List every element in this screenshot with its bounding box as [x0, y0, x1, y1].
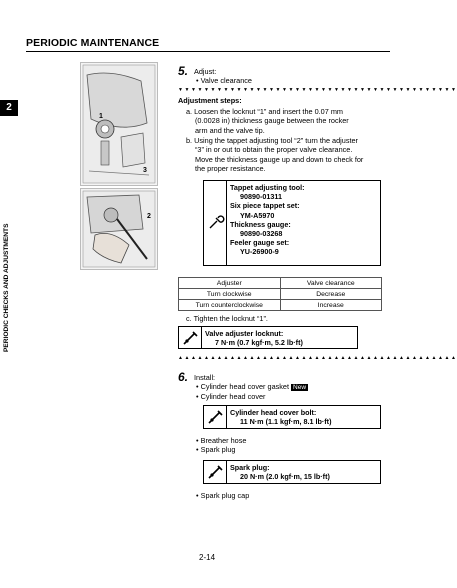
- tool-1-number: 90890-01311: [240, 192, 282, 202]
- cover-bolt-torque-text: [230, 408, 377, 426]
- spark-plug-title: Spark plug:: [230, 463, 270, 472]
- table-header-cell: Adjuster: [179, 278, 281, 289]
- step-5-a-line3: arm and the valve tip.: [195, 125, 265, 135]
- step-5-bullet: • Valve clearance: [196, 76, 252, 85]
- figure-valve-adjust-1: [80, 62, 158, 186]
- locknut-torque-value: 7 N·m (0.7 kgf·m, 5.2 lb·ft): [215, 338, 303, 348]
- list-item: • Spark plug: [196, 445, 236, 455]
- step-5-b-line2: “3” in or out to obtain the proper valve clearance.: [195, 145, 353, 155]
- tool-3-name: Thickness gauge:: [230, 219, 291, 229]
- step-6-bullets-2: [196, 436, 246, 455]
- callout-2: 2: [147, 213, 151, 220]
- tool-4-name: Feeler gauge set:: [230, 238, 290, 248]
- cover-bolt-title: Cylinder head cover bolt:: [230, 408, 317, 417]
- step-6-title: Install:: [194, 373, 216, 382]
- step-5-b: [186, 136, 386, 173]
- down-triangle-marker-icon: ▼▼▼▼▼▼▼▼▼▼▼▼▼▼▼▼▼▼▼▼▼▼▼▼▼▼▼▼▼▼▼▼▼▼▼▼▼▼▼▼▼▼▼: [178, 87, 457, 93]
- step-5-c: c. Tighten the locknut “1”.: [186, 314, 268, 323]
- figure-valve-adjust-2: [80, 188, 158, 270]
- step-6-bullets-1: [196, 382, 308, 402]
- table-cell: Turn clockwise: [179, 289, 281, 300]
- spark-plug-torque-box: [203, 460, 381, 484]
- spark-plug-torque-text: [230, 463, 377, 481]
- engine-illustration-2: [81, 189, 157, 269]
- cover-bolt-torque-value: 11 N·m (1.1 kgf·m, 8.1 lb·ft): [240, 417, 332, 427]
- table-cell: Increase: [280, 300, 382, 311]
- step-5-b-line1: b. Using the tappet adjusting tool “2” turn the adjuster: [186, 136, 358, 145]
- step-5-a: [186, 107, 380, 135]
- torque-wrench-icon: [204, 461, 227, 483]
- locknut-title: Valve adjuster locknut:: [205, 329, 284, 338]
- torque-wrench-icon: [204, 406, 227, 428]
- special-tools-text: [230, 183, 377, 257]
- page-number: 2-14: [199, 553, 216, 562]
- new-badge: New: [293, 384, 307, 391]
- step-6-bullets-3: [196, 491, 249, 500]
- adjustment-steps-heading: Adjustment steps:: [178, 96, 242, 105]
- callout-3: 3: [143, 167, 147, 174]
- table-header-row: [179, 278, 382, 289]
- table-row: [179, 300, 382, 311]
- locknut-torque-box: [178, 326, 358, 349]
- step-5-title: Adjust:: [194, 67, 217, 76]
- header-rule: [26, 51, 390, 52]
- table-cell: Turn counterclockwise: [179, 300, 281, 311]
- table-cell: Decrease: [280, 289, 382, 300]
- list-item: • Cylinder head cover: [196, 392, 266, 402]
- tool-2-name: Six piece tappet set:: [230, 201, 300, 211]
- table-row: [179, 289, 382, 300]
- cover-bolt-torque-box: [203, 405, 381, 429]
- step-5-a-line2: (0.0028 in) thickness gauge between the rocker: [195, 116, 349, 126]
- up-triangle-marker-icon: ▲▲▲▲▲▲▲▲▲▲▲▲▲▲▲▲▲▲▲▲▲▲▲▲▲▲▲▲▲▲▲▲▲▲▲▲▲▲▲▲▲▲▲: [178, 355, 457, 361]
- table-header-cell: Valve clearance: [280, 278, 382, 289]
- special-tools-box: [203, 180, 381, 266]
- step-5-number: 5.: [178, 64, 189, 78]
- page-header: PERIODIC MAINTENANCE: [26, 37, 160, 49]
- list-item: • Cylinder head cover gasket New: [196, 382, 307, 391]
- locknut-torque-text: [205, 329, 354, 347]
- chapter-tab: 2: [0, 100, 18, 116]
- tool-icon: [204, 181, 227, 265]
- step-5-b-line3: Move the thickness gauge up and down to check for: [195, 154, 364, 164]
- list-item: • Breather hose: [196, 436, 247, 445]
- tool-4-number: YU-26900-9: [240, 247, 279, 257]
- list-item: • Spark plug cap: [196, 491, 250, 500]
- torque-wrench-icon: [179, 327, 202, 348]
- step-6-number: 6.: [178, 370, 189, 384]
- tool-3-number: 90890-03268: [240, 229, 283, 239]
- step-5-a-line1: a. Loosen the locknut “1” and insert the 0.07 mm: [186, 107, 343, 116]
- step-5-b-line4: the proper resistance.: [195, 163, 266, 173]
- chapter-side-label: PERIODIC CHECKS AND ADJUSTMENTS: [3, 223, 10, 352]
- callout-1: 1: [99, 113, 103, 120]
- adjuster-table: [178, 277, 382, 311]
- spark-plug-torque-value: 20 N·m (2.0 kgf·m, 15 lb·ft): [240, 472, 330, 482]
- tool-1-name: Tappet adjusting tool:: [230, 183, 305, 192]
- tool-2-number: YM-A5970: [240, 210, 275, 220]
